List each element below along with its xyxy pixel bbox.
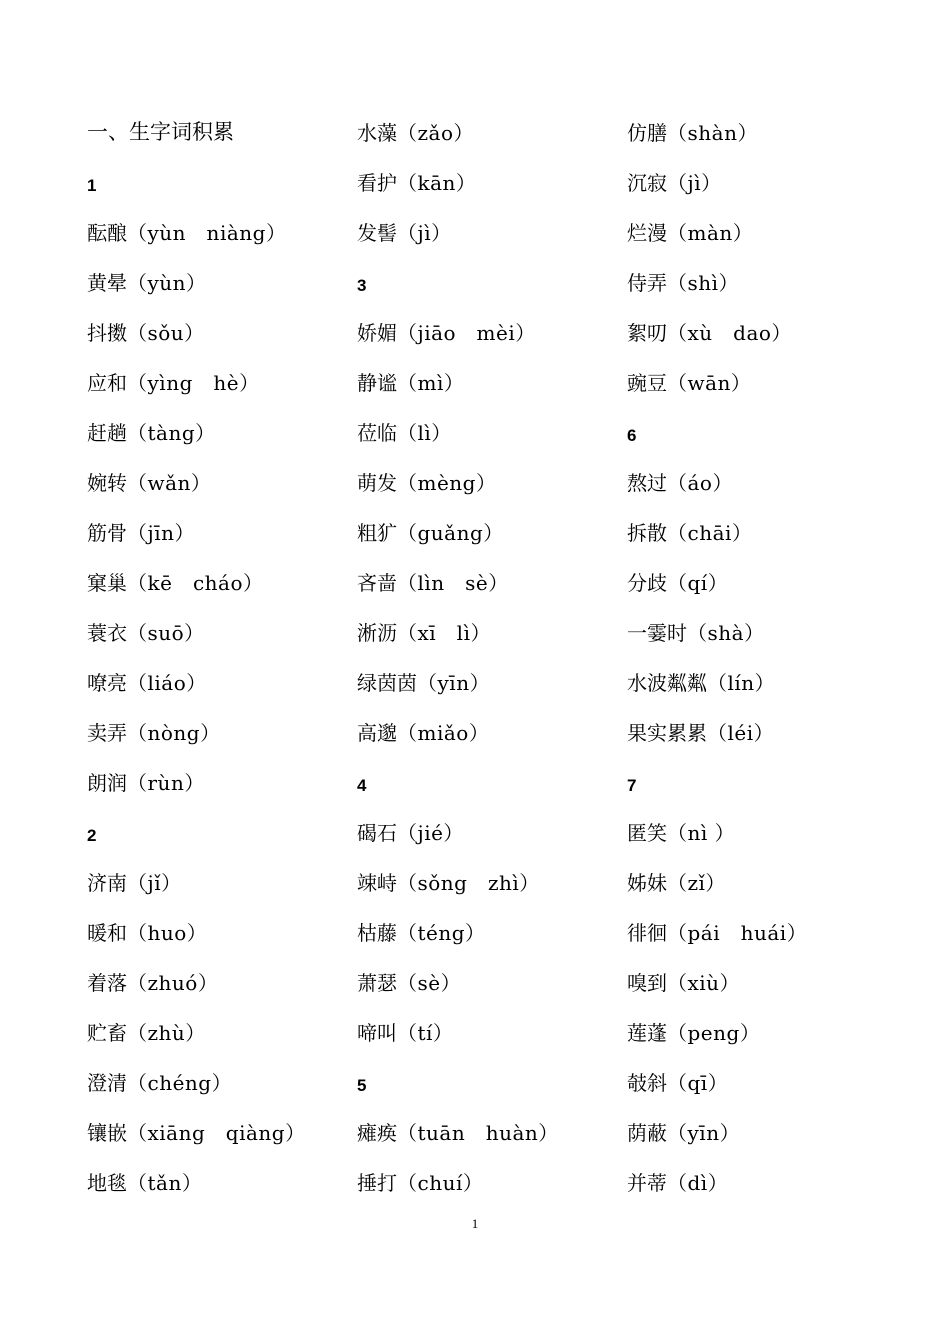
vocab-pinyin: （peng） <box>667 1021 761 1045</box>
vocab-entry <box>87 296 347 346</box>
vocab-pinyin: （zhuó） <box>127 971 219 995</box>
vocab-pinyin: （jì） <box>397 221 452 245</box>
vocab-word: 匿笑 <box>627 821 667 845</box>
vocab-word: 筋骨 <box>87 521 127 545</box>
vocab-word: 一霎时 <box>627 621 687 645</box>
vocab-pinyin: （huo） <box>127 921 208 945</box>
lesson-number: 6 <box>627 426 637 445</box>
vocab-pinyin: （wǎn） <box>127 471 212 495</box>
vocab-word: 瘫痪 <box>357 1121 397 1145</box>
vocab-word: 淅沥 <box>357 621 397 645</box>
vocab-entry <box>87 896 347 946</box>
lesson-number: 4 <box>357 776 367 795</box>
vocab-word: 看护 <box>357 171 397 195</box>
vocab-entry <box>627 596 887 646</box>
vocab-pinyin: （chéng） <box>127 1071 233 1095</box>
vocab-pinyin: （suō） <box>127 621 205 645</box>
vocab-pinyin: （jié） <box>397 821 464 845</box>
column-2 <box>357 96 617 1196</box>
vocab-pinyin: （jǐ） <box>127 871 182 895</box>
vocab-pinyin: （jīn） <box>127 521 195 545</box>
vocab-pinyin: （liáo） <box>127 671 207 695</box>
vocab-pinyin: （léi） <box>707 721 775 745</box>
vocab-pinyin: （jì） <box>667 171 722 195</box>
vocab-word: 萌发 <box>357 471 397 495</box>
vocab-pinyin: （lìn sè） <box>397 571 509 595</box>
vocab-pinyin: （yīn） <box>667 1121 741 1145</box>
vocab-entry <box>627 1046 887 1096</box>
vocab-entry <box>627 1146 887 1196</box>
vocab-entry <box>357 896 617 946</box>
vocab-word: 攲斜 <box>627 1071 667 1095</box>
vocab-entry <box>357 296 617 346</box>
vocab-pinyin: （chāi） <box>667 521 753 545</box>
vocab-entry <box>357 846 617 896</box>
vocab-word: 地毯 <box>87 1171 127 1195</box>
vocab-word: 竦峙 <box>357 871 397 895</box>
vocab-pinyin: （yùn niàng） <box>127 221 287 245</box>
vocab-entry <box>627 846 887 896</box>
vocab-entry <box>87 446 347 496</box>
vocab-word: 澄清 <box>87 1071 127 1095</box>
vocab-pinyin: （tuān huàn） <box>397 1121 559 1145</box>
vocab-word: 吝啬 <box>357 571 397 595</box>
vocab-word: 着落 <box>87 971 127 995</box>
vocab-entry <box>87 546 347 596</box>
vocab-pinyin: （sǒng zhì） <box>397 871 540 895</box>
vocab-entry <box>87 646 347 696</box>
vocab-pinyin: （áo） <box>667 471 733 495</box>
vocab-pinyin: （xī lì） <box>397 621 491 645</box>
vocab-word: 莅临 <box>357 421 397 445</box>
vocab-entry <box>357 946 617 996</box>
vocab-pinyin: （shàn） <box>667 121 758 145</box>
vocab-entry <box>357 1096 617 1146</box>
vocab-pinyin: （yīn） <box>417 671 491 695</box>
vocab-pinyin: （kān） <box>397 171 477 195</box>
vocab-word: 嘹亮 <box>87 671 127 695</box>
vocab-entry <box>627 346 887 396</box>
vocab-word: 抖擞 <box>87 321 127 345</box>
vocab-pinyin: （téng） <box>397 921 486 945</box>
vocab-word: 水藻 <box>357 121 397 145</box>
vocab-pinyin: （rùn） <box>127 771 205 795</box>
vocab-pinyin: （tàng） <box>127 421 216 445</box>
vocab-pinyin: （màn） <box>667 221 754 245</box>
vocab-entry <box>627 296 887 346</box>
vocab-pinyin: （lín） <box>707 671 776 695</box>
vocab-pinyin: （kē cháo） <box>127 571 264 595</box>
vocab-entry <box>87 1096 347 1146</box>
vocab-word: 赶趟 <box>87 421 127 445</box>
vocab-word: 娇媚 <box>357 321 397 345</box>
vocab-entry <box>87 196 347 246</box>
vocab-word: 水波粼粼 <box>627 671 707 695</box>
vocab-pinyin: （nì ） <box>667 821 736 845</box>
vocab-entry <box>87 396 347 446</box>
vocab-pinyin: （tí） <box>397 1021 454 1045</box>
vocab-word: 分歧 <box>627 571 667 595</box>
vocab-entry <box>87 1046 347 1096</box>
vocab-entry <box>357 546 617 596</box>
vocab-word: 暖和 <box>87 921 127 945</box>
vocab-entry <box>627 946 887 996</box>
section-heading: 一、生字词积累 <box>87 120 234 144</box>
vocab-entry <box>627 496 887 546</box>
lesson-number: 1 <box>87 176 97 195</box>
lesson-number: 3 <box>357 276 367 295</box>
vocab-entry <box>627 1096 887 1146</box>
vocab-word: 窠巢 <box>87 571 127 595</box>
vocab-word: 嗅到 <box>627 971 667 995</box>
vocab-word: 镶嵌 <box>87 1121 127 1145</box>
vocab-word: 徘徊 <box>627 921 667 945</box>
vocab-pinyin: （tǎn） <box>127 1171 203 1195</box>
vocab-word: 絮叨 <box>627 321 667 345</box>
vocab-word: 姊妹 <box>627 871 667 895</box>
vocab-entry <box>627 146 887 196</box>
vocab-word: 黄晕 <box>87 271 127 295</box>
vocab-entry <box>627 446 887 496</box>
vocab-word: 朗润 <box>87 771 127 795</box>
vocab-word: 仿膳 <box>627 121 667 145</box>
vocab-entry <box>357 446 617 496</box>
vocab-pinyin: （sè） <box>397 971 462 995</box>
vocab-entry <box>357 96 617 146</box>
vocab-word: 高邈 <box>357 721 397 745</box>
vocab-pinyin: （pái huái） <box>667 921 808 945</box>
vocab-word: 沉寂 <box>627 171 667 195</box>
vocab-entry <box>87 596 347 646</box>
vocab-entry <box>357 396 617 446</box>
vocab-entry <box>627 196 887 246</box>
vocab-pinyin: （shì） <box>667 271 740 295</box>
vocab-pinyin: （lì） <box>397 421 452 445</box>
vocab-entry <box>87 746 347 796</box>
lesson-number: 2 <box>87 826 97 845</box>
lesson-number: 5 <box>357 1076 367 1095</box>
vocab-pinyin: （zǐ） <box>667 871 726 895</box>
vocab-entry <box>627 546 887 596</box>
vocab-pinyin: （zhù） <box>127 1021 206 1045</box>
vocab-pinyin: （mì） <box>397 371 465 395</box>
vocab-entry <box>627 246 887 296</box>
vocab-entry <box>87 946 347 996</box>
vocab-word: 并蒂 <box>627 1171 667 1195</box>
vocab-pinyin: （qī） <box>667 1071 729 1095</box>
vocab-pinyin: （shà） <box>687 621 765 645</box>
vocab-pinyin: （mèng） <box>397 471 497 495</box>
vocab-entry <box>627 696 887 746</box>
vocab-word: 枯藤 <box>357 921 397 945</box>
vocab-word: 应和 <box>87 371 127 395</box>
vocab-pinyin: （miǎo） <box>397 721 490 745</box>
vocab-word: 莲蓬 <box>627 1021 667 1045</box>
page-number: 1 <box>471 1216 479 1231</box>
vocab-word: 济南 <box>87 871 127 895</box>
vocab-pinyin: （guǎng） <box>397 521 504 545</box>
vocab-pinyin: （xiāng qiàng） <box>127 1121 306 1145</box>
vocab-entry <box>627 896 887 946</box>
vocab-word: 啼叫 <box>357 1021 397 1045</box>
vocab-word: 熬过 <box>627 471 667 495</box>
vocab-word: 静谧 <box>357 371 397 395</box>
vocab-entry <box>357 346 617 396</box>
vocab-entry <box>627 646 887 696</box>
vocab-entry <box>357 696 617 746</box>
vocab-entry <box>357 796 617 846</box>
vocab-entry <box>357 596 617 646</box>
vocab-word: 烂漫 <box>627 221 667 245</box>
vocab-word: 碣石 <box>357 821 397 845</box>
vocab-entry <box>87 1146 347 1196</box>
vocab-pinyin: （yìng hè） <box>127 371 260 395</box>
vocab-entry <box>357 646 617 696</box>
lesson-number: 7 <box>627 776 637 795</box>
vocab-entry <box>627 796 887 846</box>
vocab-entry <box>627 96 887 146</box>
vocab-pinyin: （xù dao） <box>667 321 792 345</box>
vocab-word: 婉转 <box>87 471 127 495</box>
vocab-entry <box>87 846 347 896</box>
vocab-word: 贮畜 <box>87 1021 127 1045</box>
vocab-entry <box>357 146 617 196</box>
vocab-word: 卖弄 <box>87 721 127 745</box>
vocab-word: 侍弄 <box>627 271 667 295</box>
vocab-word: 发髻 <box>357 221 397 245</box>
vocab-entry <box>357 196 617 246</box>
column-3 <box>627 96 887 1196</box>
vocab-entry <box>357 996 617 1046</box>
vocab-entry <box>87 246 347 296</box>
vocab-pinyin: （chuí） <box>397 1171 484 1195</box>
vocab-entry <box>87 696 347 746</box>
vocab-word: 果实累累 <box>627 721 707 745</box>
vocab-word: 萧瑟 <box>357 971 397 995</box>
vocab-word: 豌豆 <box>627 371 667 395</box>
vocab-pinyin: （jiāo mèi） <box>397 321 536 345</box>
vocab-pinyin: （yùn） <box>127 271 207 295</box>
vocab-pinyin: （xiù） <box>667 971 741 995</box>
vocab-pinyin: （wān） <box>667 371 752 395</box>
vocab-word: 酝酿 <box>87 221 127 245</box>
vocab-entry <box>87 996 347 1046</box>
vocab-word: 拆散 <box>627 521 667 545</box>
vocab-entry <box>87 346 347 396</box>
vocab-pinyin: （nòng） <box>127 721 221 745</box>
vocab-entry <box>627 996 887 1046</box>
vocab-word: 蓑衣 <box>87 621 127 645</box>
vocab-word: 粗犷 <box>357 521 397 545</box>
vocab-pinyin: （sǒu） <box>127 321 205 345</box>
column-1 <box>87 96 347 1196</box>
vocab-entry <box>87 496 347 546</box>
vocab-entry <box>357 496 617 546</box>
vocab-entry <box>357 1146 617 1196</box>
vocab-word: 捶打 <box>357 1171 397 1195</box>
vocab-pinyin: （zǎo） <box>397 121 475 145</box>
vocab-word: 绿茵茵 <box>357 671 417 695</box>
vocab-pinyin: （dì） <box>667 1171 729 1195</box>
vocab-word: 荫蔽 <box>627 1121 667 1145</box>
vocab-pinyin: （qí） <box>667 571 729 595</box>
